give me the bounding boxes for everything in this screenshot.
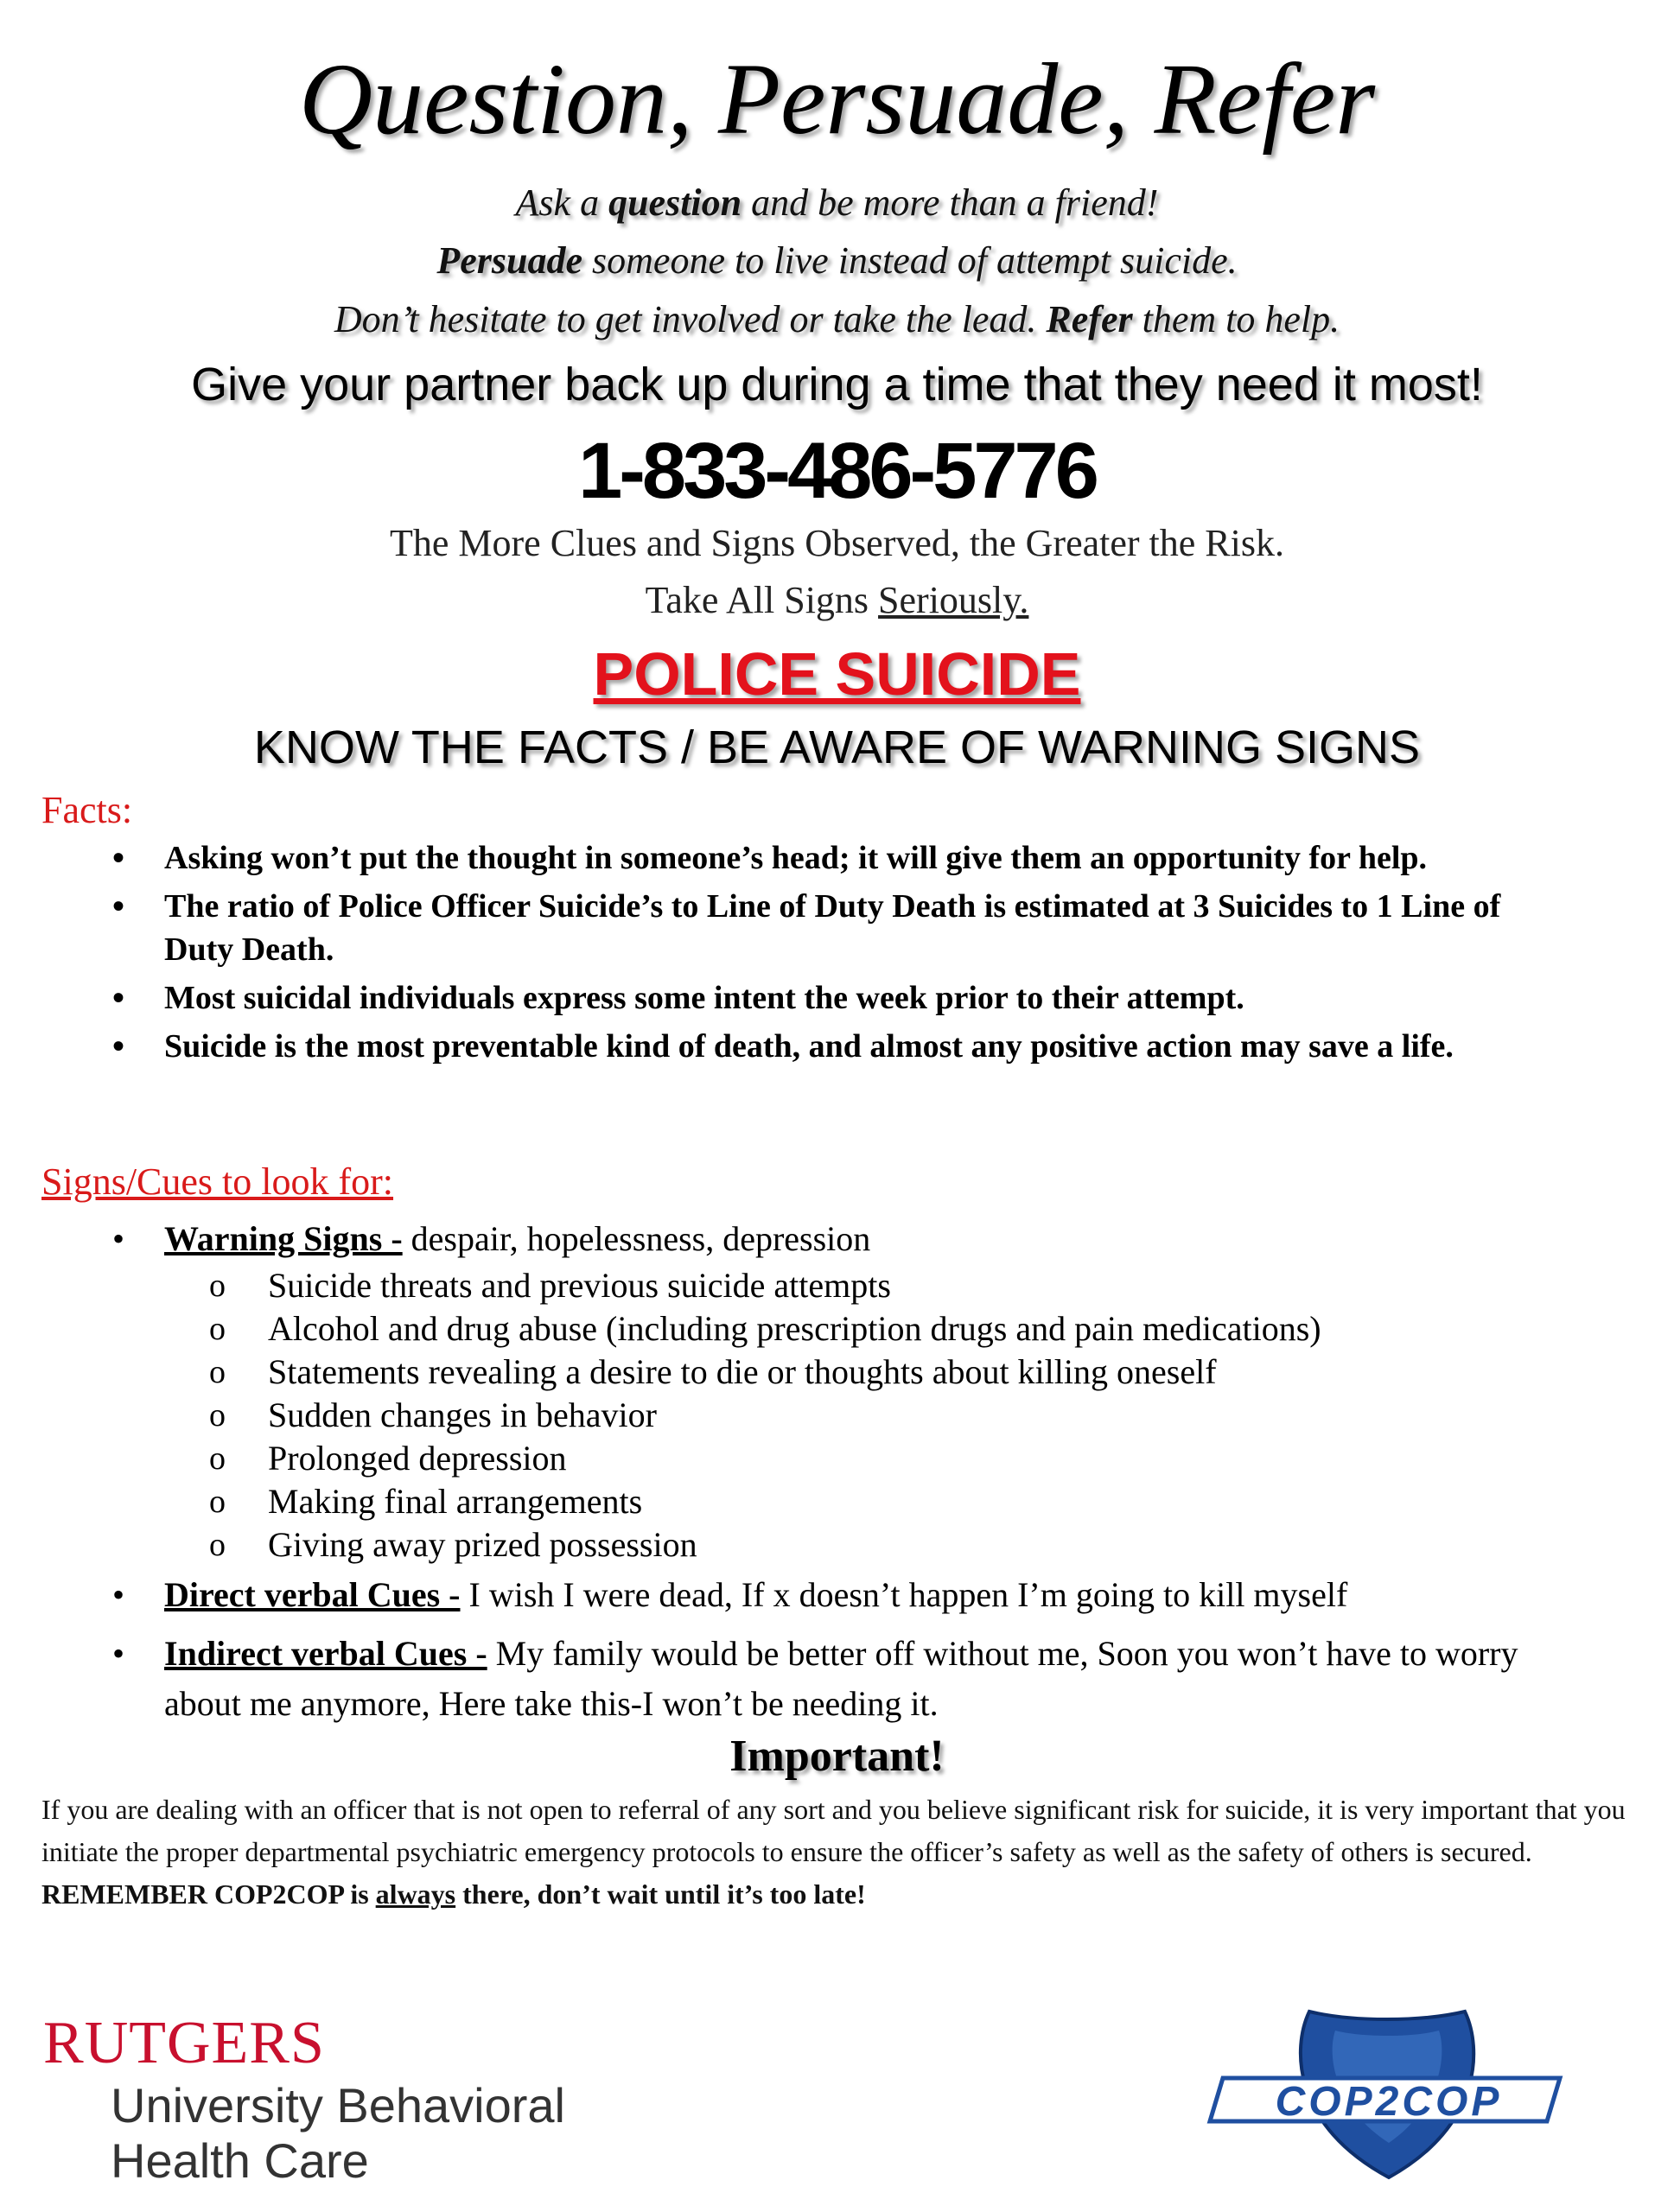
clues-line: The More Clues and Signs Observed, the Greater the Risk. (390, 522, 1284, 564)
direct-verbal-cues-item: • Direct verbal Cues - I wish I were dead, If x doesn’t happen I’m going to kill myself (0, 1570, 1674, 1620)
rutgers-subtitle-line2: Health Care (111, 2133, 369, 2188)
signs-heading: Signs/Cues to look for: (41, 1160, 394, 1203)
important-paragraph: If you are dealing with an officer that is not open to referral of any sort and you believe significant risk for suicide, it is very important that you initiate the proper departmental psychiatric emergency protocols to ensure the officer’s safety as well as the safety of others is secured. REMEMBER COP2COP is always there, don’t wait until it’s too late! (41, 1794, 1626, 1910)
list-item: o Statements revealing a desire to die or thoughts about killing oneself (164, 1351, 1570, 1394)
rutgers-subtitle-line1: University Behavioral (111, 2078, 565, 2133)
list-item: o Alcohol and drug abuse (including prescription drugs and pain medications) (164, 1307, 1570, 1351)
phone-number: 1-833-486-5776 (578, 427, 1096, 515)
list-item: • Suicide is the most preventable kind of death, and almost any positive action may save a life. (0, 1025, 1674, 1068)
list-item: o Making final arrangements (164, 1480, 1570, 1523)
tagline-persuade: Persuade someone to live instead of attempt suicide. (436, 239, 1238, 282)
warning-signs-item: • Warning Signs - despair, hopelessness, depression o Suicide threats and previous suicide attempts o Alcohol and drug abuse (including prescription drugs and pain medications) o Statements revealing a desire to die or thoughts about killing oneself o Sudden changes in behavior o Prolonged depression o Making final arrangements o Giving away prized possession (0, 1214, 1674, 1567)
warning-signs-sublist (164, 1264, 1570, 1567)
backup-line: Give your partner back up during a time that they need it most! (191, 359, 1483, 410)
signs-seriously-line: Take All Signs Seriously. (645, 579, 1029, 621)
signs-list (0, 1214, 1674, 1729)
list-item: • Asking won’t put the thought in someone’s head; it will give them an opportunity for help. (0, 836, 1674, 880)
list-item: o Suicide threats and previous suicide attempts (164, 1264, 1570, 1307)
important-heading: Important! (729, 1732, 945, 1781)
page-title: Question, Persuade, Refer (298, 42, 1376, 156)
list-item: o Prolonged depression (164, 1437, 1570, 1480)
rutgers-wordmark: RUTGERS (43, 2010, 325, 2076)
tagline-question: Ask a question and be more than a friend! (515, 181, 1159, 224)
list-item: o Sudden changes in behavior (164, 1394, 1570, 1437)
list-item: • Most suicidal individuals express some intent the week prior to their attempt. (0, 976, 1674, 1020)
cop2cop-logo (1206, 1996, 1577, 2186)
tagline-refer: Don’t hesitate to get involved or take the lead. Refer them to help. (334, 298, 1340, 340)
facts-heading: Facts: (41, 789, 133, 831)
list-item: o Giving away prized possession (164, 1523, 1570, 1567)
list-item: • The ratio of Police Officer Suicide’s to Line of Duty Death is estimated at 3 Suicides to 1 Line of Duty Death. (0, 885, 1674, 971)
facts-list (0, 836, 1674, 1073)
indirect-verbal-cues-item: • Indirect verbal Cues - My family would be better off without me, Soon you won’t have to worry about me anymore, Here take this-I won’t be needing it. (0, 1629, 1674, 1729)
police-suicide-heading: POLICE SUICIDE (593, 640, 1081, 708)
logo-wordmark: COP2COP (1275, 2079, 1503, 2125)
know-facts-heading: KNOW THE FACTS / BE AWARE OF WARNING SIGNS (253, 721, 1421, 773)
rutgers-logo (43, 2009, 565, 2189)
